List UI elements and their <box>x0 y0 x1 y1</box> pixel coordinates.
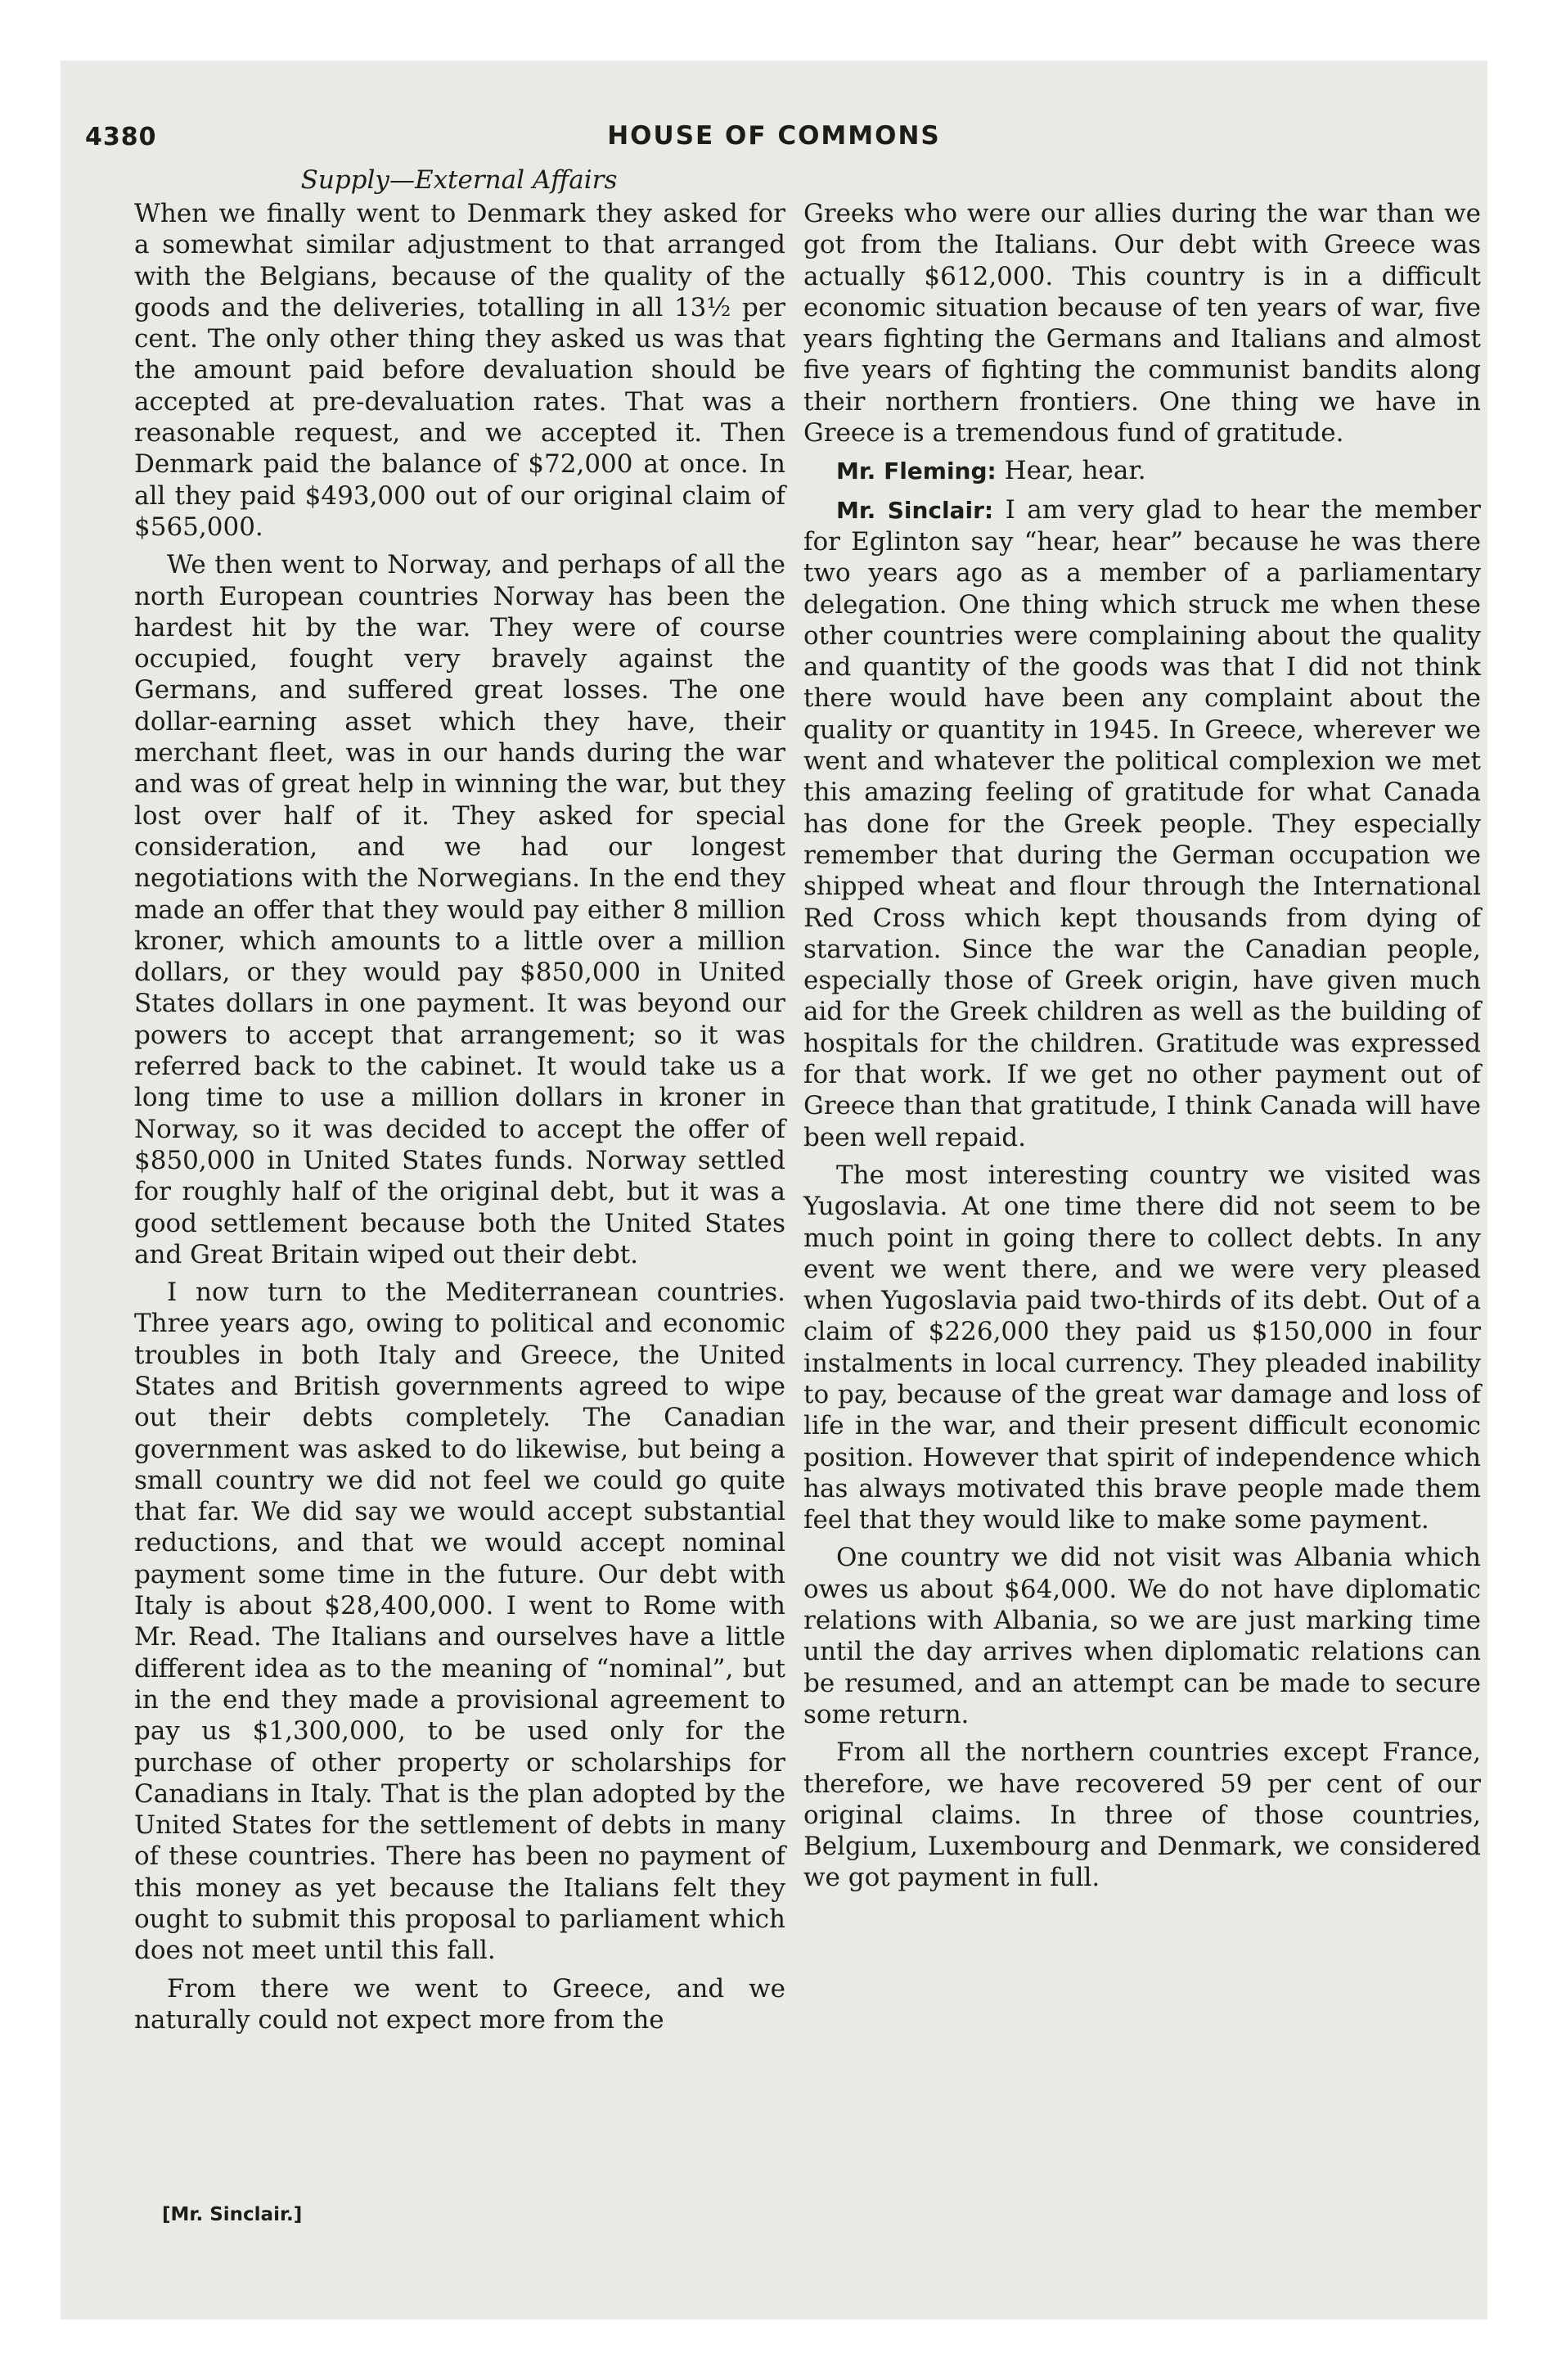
paragraph-yugoslavia: The most interesting country we visited was Yugoslavia. At one time there did not seem to be much point in going there to collect debts. In any event we went there, and we were very pleased when Yugoslavia paid two-thirds of its debt. Out of a claim of $226,000 they paid us $150,000 in four instalments in local currency. They pleaded inability to pay, because of the great war damage and loss of life in the war, and their present difficult economic position. However that spirit of independence which has always motivated this brave people made them feel that they would like to make some payment. <box>803 1160 1481 1535</box>
paragraph-denmark: When we finally went to Denmark they asked for a somewhat similar adjustment to that arranged with the Belgians, because of the quality of the goods and the deliveries, totalling in all 13½ per cent. The only other thing they asked us was that the amount paid before devaluation should be accepted at pre-devaluation rates. That was a reasonable request, and we accepted it. Then Denmark paid the balance of $72,000 at once. In all they paid $493,000 out of our original claim of $565,000. <box>134 199 785 542</box>
paragraph-sinclair <box>803 494 1481 1153</box>
speaker-name-sinclair: Mr. Sinclair: <box>836 496 994 524</box>
paragraph-mediterranean: I now turn to the Mediterranean countries. Three years ago, owing to political and economic troubles in both Italy and Greece, the United States and British governments agreed to wipe out their debts completely. The Canadian government was asked to do likewise, but being a small country we did not feel we could go quite that far. We did say we would accept substantial reductions, and that we would accept nominal payment some time in the future. Our debt with Italy is about $28,400,000. I went to Rome with Mr. Read. The Italians and ourselves have a little different idea as to the meaning of “nominal”, but in the end they made a provisional agreement to pay us $1,300,000, to be used only for the purchase of other property or scholarships for Canadians in Italy. That is the plan adopted by the United States for the settlement of debts in many of these countries. There has been no payment of this money as yet because the Italians felt they ought to submit this proposal to parliament which does not meet until this fall. <box>134 1278 785 1966</box>
section-subhead: Supply—External Affairs <box>300 165 618 195</box>
speech-fleming: Hear, hear. <box>1004 456 1146 486</box>
paragraph-norway: We then went to Norway, and perhaps of all the north European countries Norway has been the hardest hit by the war. They were of course occupied, fought very bravely against the Germans, and suffered great losses. The one dollar-earning asset which they have, their merchant fleet, was in our hands during the war and was of great help in winning the war, but they lost over half of it. They asked for special consideration, and we had our longest negotiations with the Norwegians. In the end they made an offer that they would pay either 8 million kroner, which amounts to a little over a million dollars, or they would pay $850,000 in United States dollars in one payment. It was beyond our powers to accept that arrangement; so it was referred back to the cabinet. It would take us a long time to use a million dollars in kroner in Norway, so it was decided to accept the offer of $850,000 in United States funds. Norway settled for roughly half of the original debt, but it was a good settlement because both the United States and Great Britain wiped out their debt. <box>134 550 785 1269</box>
right-column <box>803 198 1481 1900</box>
paragraph-fleming <box>803 455 1481 487</box>
running-head: HOUSE OF COMMONS <box>607 121 941 151</box>
paragraph-greece-continued: Greeks who were our allies during the war than we got from the Italians. Our debt with Greece was actually $612,000. This country is in a difficult economic situation because of ten years of war, five years fighting the Germans and Italians and almost five years of fighting the communist bandits along their northern frontiers. One thing we have in Greece is a tremendous fund of gratitude. <box>803 199 1481 449</box>
page-number: 4380 <box>85 123 157 151</box>
paragraph-recovery-summary: From all the northern countries except France, therefore, we have recovered 59 per cent of our original claims. In three of those countries, Belgium, Luxembourg and Denmark, we considered we got payment in full. <box>803 1738 1481 1893</box>
footer-attribution-text: [Mr. Sinclair.] <box>162 2204 303 2225</box>
paragraph-greece-intro: From there we went to Greece, and we naturally could not expect more from the <box>134 1973 785 2035</box>
speech-sinclair: I am very glad to hear the member for Eglinton say “hear, hear” because he was there two years ago as a member of a parliamentary delegation. One thing which struck me when these other countries were complaining about the quality and quantity of the goods was that I did not think there would have been any complaint about the quality or quantity in 1945. In Greece, wherever we went and whatever the political complexion we met this amazing feeling of gratitude for what Canada has done for the Greek people. They especially remember that during the German occupation we shipped wheat and flour through the International Red Cross which kept thousands from dying of starvation. Since the war the Canadian people, especially those of Greek origin, have given much aid for the Greek children as well as the building of hospitals for the children. Gratitude was expressed for that work. If we get no other payment out of Greece than that gratitude, I think Canada will have been well repaid. <box>803 494 1481 1152</box>
footer-attribution <box>162 2202 302 2226</box>
left-column <box>134 198 785 2042</box>
speaker-name-fleming: Mr. Fleming: <box>836 458 997 485</box>
paragraph-albania: One country we did not visit was Albania which owes us about $64,000. We do not have diplomatic relations with Albania, so we are just marking time until the day arrives when diplomatic relations can be resumed, and an attempt can be made to secure some return. <box>803 1543 1481 1729</box>
